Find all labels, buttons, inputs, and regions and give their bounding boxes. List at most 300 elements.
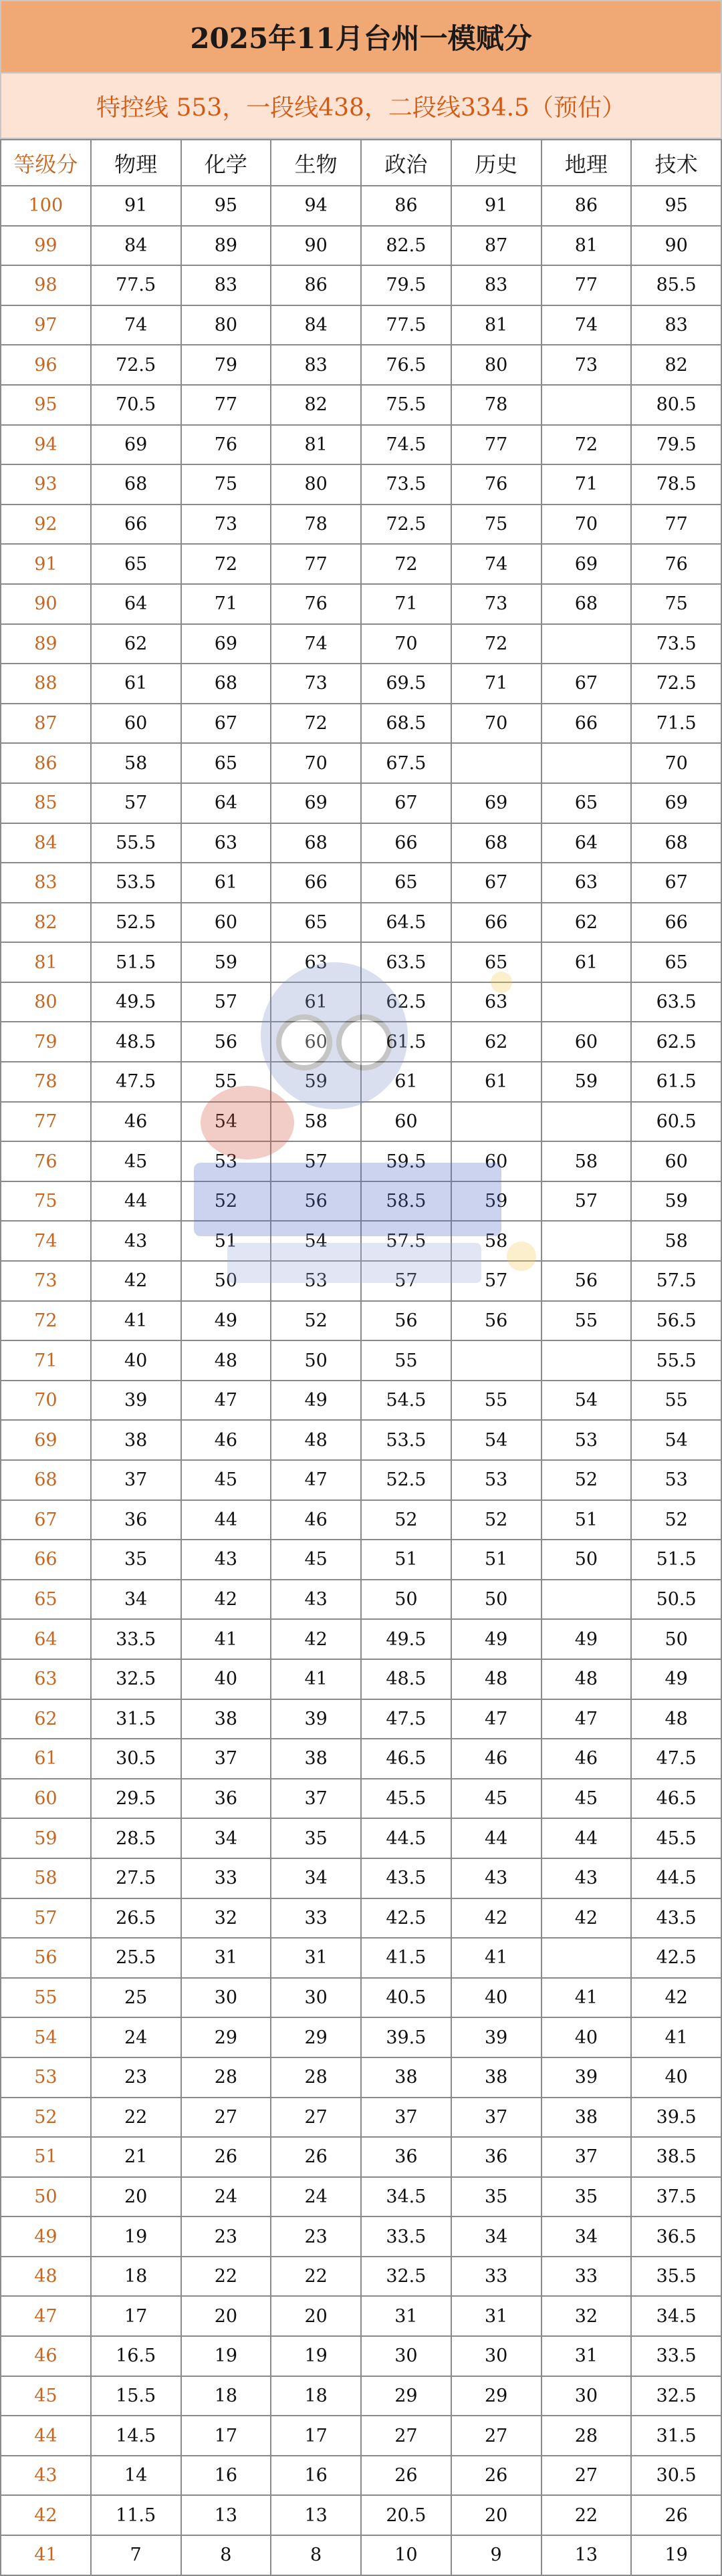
score-cell: 64: [91, 584, 181, 624]
table-row: [1, 1818, 721, 1858]
score-cell: 72.5: [361, 505, 451, 545]
score-cell: 34.5: [631, 2296, 721, 2336]
score-cell: 37: [451, 2098, 542, 2138]
score-cell: 31: [361, 2296, 451, 2336]
score-cell: 27: [451, 2416, 542, 2456]
grade-cell: 66: [1, 1540, 91, 1580]
score-cell: 49.5: [361, 1619, 451, 1659]
score-cell: 51: [181, 1221, 271, 1261]
grade-cell: 41: [1, 2535, 91, 2575]
score-cell: 71: [181, 584, 271, 624]
grade-cell: 57: [1, 1898, 91, 1939]
score-cell: 67: [181, 704, 271, 744]
grade-cell: 88: [1, 664, 91, 704]
table-row: [1, 1102, 721, 1142]
grade-cell: 76: [1, 1141, 91, 1181]
grade-cell: 59: [1, 1818, 91, 1858]
score-cell: 28.5: [91, 1818, 181, 1858]
table-row: [1, 1699, 721, 1739]
score-cell: 69: [181, 624, 271, 664]
score-cell: 19: [91, 2216, 181, 2257]
score-cell: 67: [361, 783, 451, 823]
table-row: [1, 823, 721, 863]
score-cell: 14: [91, 2456, 181, 2496]
score-cell: 37: [271, 1779, 361, 1819]
table-row: [1, 1301, 721, 1341]
table-row: [1, 1619, 721, 1659]
score-cell: 59: [631, 1181, 721, 1222]
score-cell: 43.5: [631, 1898, 721, 1939]
score-cell: 59: [542, 1062, 632, 1102]
table-row: [1, 2177, 721, 2217]
score-cell: 46.5: [361, 1739, 451, 1779]
table-row: [1, 2296, 721, 2336]
score-cell: 26.5: [91, 1898, 181, 1939]
score-cell: 24: [181, 2177, 271, 2217]
score-cell: 62: [451, 1022, 542, 1062]
score-cell: 73: [181, 505, 271, 545]
score-cell: 86: [542, 186, 632, 226]
score-cell: 30.5: [91, 1739, 181, 1779]
score-cell: 31.5: [631, 2416, 721, 2456]
score-cell: 61: [542, 942, 632, 982]
score-cell: 65: [451, 942, 542, 982]
score-cell: 63: [271, 942, 361, 982]
score-cell: 8: [271, 2535, 361, 2575]
score-cell: 30: [451, 2336, 542, 2376]
score-cell: 53: [542, 1420, 632, 1460]
score-cell: 37.5: [631, 2177, 721, 2217]
grade-cell: 50: [1, 2177, 91, 2217]
score-cell: 84: [271, 305, 361, 345]
score-cell: 36: [91, 1500, 181, 1540]
score-cell: 59.5: [361, 1141, 451, 1181]
table-row: [1, 942, 721, 982]
score-cell: 95: [631, 186, 721, 226]
score-cell: 79.5: [361, 265, 451, 305]
score-cell: 54: [181, 1102, 271, 1142]
score-cell: 78: [451, 385, 542, 425]
score-cell: 83: [631, 305, 721, 345]
score-cell: 67: [631, 863, 721, 903]
grade-cell: 96: [1, 345, 91, 385]
score-cell: 89: [181, 226, 271, 266]
score-cell: 32.5: [361, 2257, 451, 2297]
score-cell: 60.5: [631, 1102, 721, 1142]
score-cell: 46: [451, 1739, 542, 1779]
header-subject: 政治: [361, 140, 451, 186]
score-cell: 70: [542, 505, 632, 545]
score-cell: 74: [542, 305, 632, 345]
table-row: [1, 783, 721, 823]
grade-cell: 42: [1, 2495, 91, 2535]
score-cell: 39: [271, 1699, 361, 1739]
score-cell: 68: [181, 664, 271, 704]
score-cell: 67.5: [361, 743, 451, 783]
score-cell: 20: [451, 2495, 542, 2535]
score-cell: 80: [271, 464, 361, 505]
score-cell: 30: [181, 1978, 271, 2018]
score-cell: 53: [451, 1460, 542, 1500]
grade-cell: 99: [1, 226, 91, 266]
score-cell: 30: [361, 2336, 451, 2376]
grade-cell: 54: [1, 2017, 91, 2057]
score-cell: 37: [181, 1739, 271, 1779]
table-row: [1, 1460, 721, 1500]
score-cell: 69.5: [361, 664, 451, 704]
score-cell: 33: [451, 2257, 542, 2297]
score-cell: [451, 1340, 542, 1381]
grade-cell: 61: [1, 1739, 91, 1779]
grade-cell: 55: [1, 1978, 91, 2018]
cutoff-subtitle: 特控线 553，一段线438，二段线334.5（预估）: [0, 74, 722, 139]
score-cell: 50: [271, 1340, 361, 1381]
score-cell: 33: [542, 2257, 632, 2297]
score-cell: 55: [451, 1381, 542, 1421]
score-cell: 29: [451, 2376, 542, 2416]
score-cell: 13: [181, 2495, 271, 2535]
score-cell: 77: [451, 425, 542, 465]
table-row: [1, 2257, 721, 2297]
table-row: [1, 1898, 721, 1939]
score-cell: 51.5: [91, 942, 181, 982]
grade-cell: 68: [1, 1460, 91, 1500]
score-cell: 31: [271, 1938, 361, 1978]
score-cell: 33.5: [91, 1619, 181, 1659]
grade-cell: 81: [1, 942, 91, 982]
score-cell: 28: [271, 2057, 361, 2098]
score-cell: 23: [271, 2216, 361, 2257]
score-cell: 91: [91, 186, 181, 226]
score-cell: 66: [271, 863, 361, 903]
grade-cell: 46: [1, 2336, 91, 2376]
grade-cell: 79: [1, 1022, 91, 1062]
score-cell: 62.5: [631, 1022, 721, 1062]
score-cell: 49: [181, 1301, 271, 1341]
grade-cell: 98: [1, 265, 91, 305]
score-cell: 60: [181, 903, 271, 943]
table-row: [1, 1500, 721, 1540]
score-cell: 27: [361, 2416, 451, 2456]
score-cell: 8: [181, 2535, 271, 2575]
score-cell: 33.5: [631, 2336, 721, 2376]
score-cell: 22: [271, 2257, 361, 2297]
score-cell: 13: [542, 2535, 632, 2575]
score-cell: 74.5: [361, 425, 451, 465]
score-cell: 79.5: [631, 425, 721, 465]
score-cell: 32.5: [91, 1659, 181, 1699]
score-cell: 42.5: [631, 1938, 721, 1978]
score-cell: 52: [542, 1460, 632, 1500]
score-cell: 51.5: [631, 1540, 721, 1580]
score-cell: 52: [631, 1500, 721, 1540]
score-cell: 7: [91, 2535, 181, 2575]
grade-cell: 53: [1, 2057, 91, 2098]
score-cell: 26: [181, 2137, 271, 2177]
table-row: [1, 1540, 721, 1580]
score-cell: 82: [271, 385, 361, 425]
grade-cell: 62: [1, 1699, 91, 1739]
grade-cell: 78: [1, 1062, 91, 1102]
table-row: [1, 345, 721, 385]
table-row: [1, 1659, 721, 1699]
score-cell: 56.5: [631, 1301, 721, 1341]
score-cell: 75: [631, 584, 721, 624]
table-row: [1, 1381, 721, 1421]
header-subject: 物理: [91, 140, 181, 186]
score-cell: [542, 1340, 632, 1381]
score-cell: 38: [91, 1420, 181, 1460]
score-cell: 60: [542, 1022, 632, 1062]
table-row: [1, 2098, 721, 2138]
score-cell: 65: [91, 544, 181, 584]
score-cell: 18: [181, 2376, 271, 2416]
score-cell: 34: [542, 2216, 632, 2257]
score-cell: 54: [631, 1420, 721, 1460]
score-cell: 26: [361, 2456, 451, 2496]
score-cell: 57.5: [631, 1261, 721, 1301]
score-cell: 41.5: [361, 1938, 451, 1978]
grade-cell: 95: [1, 385, 91, 425]
score-cell: 75: [451, 505, 542, 545]
score-cell: 57.5: [361, 1221, 451, 1261]
grade-cell: 69: [1, 1420, 91, 1460]
score-cell: 40: [91, 1340, 181, 1381]
grade-cell: 85: [1, 783, 91, 823]
score-cell: 80: [451, 345, 542, 385]
score-cell: 83: [181, 265, 271, 305]
score-cell: [542, 1102, 632, 1142]
score-cell: 56: [271, 1181, 361, 1222]
score-cell: 79: [181, 345, 271, 385]
table-row: [1, 2535, 721, 2575]
score-cell: 40.5: [361, 1978, 451, 2018]
score-cell: 38.5: [631, 2137, 721, 2177]
table-row: [1, 1261, 721, 1301]
score-cell: 31: [542, 2336, 632, 2376]
grade-cell: 100: [1, 186, 91, 226]
score-cell: 47: [271, 1460, 361, 1500]
score-cell: 46: [181, 1420, 271, 1460]
table-row: [1, 863, 721, 903]
score-cell: 76: [451, 464, 542, 505]
score-cell: 70: [361, 624, 451, 664]
header-subject: 历史: [451, 140, 542, 186]
score-cell: 35: [91, 1540, 181, 1580]
score-cell: 57: [181, 982, 271, 1022]
header-grade: 等级分: [1, 140, 91, 186]
score-cell: 39.5: [631, 2098, 721, 2138]
table-header-row: [1, 140, 721, 186]
page-title: 2025年11月台州一模赋分: [0, 0, 722, 74]
score-cell: 59: [451, 1181, 542, 1222]
score-cell: 20.5: [361, 2495, 451, 2535]
score-cell: 90: [631, 226, 721, 266]
score-cell: 65: [181, 743, 271, 783]
score-cell: 73: [451, 584, 542, 624]
score-cell: 34: [181, 1818, 271, 1858]
score-cell: 49: [451, 1619, 542, 1659]
score-cell: 47.5: [631, 1739, 721, 1779]
score-cell: 63: [181, 823, 271, 863]
score-cell: 19: [181, 2336, 271, 2376]
score-cell: 53: [181, 1141, 271, 1181]
score-cell: [542, 1580, 632, 1620]
score-cell: 52: [451, 1500, 542, 1540]
table-row: [1, 2017, 721, 2057]
score-cell: 22: [91, 2098, 181, 2138]
score-cell: 69: [271, 783, 361, 823]
grade-cell: 92: [1, 505, 91, 545]
score-cell: 49.5: [91, 982, 181, 1022]
score-cell: 73: [271, 664, 361, 704]
score-cell: 66: [361, 823, 451, 863]
table-row: [1, 1022, 721, 1062]
table-row: [1, 2456, 721, 2496]
score-cell: 81: [451, 305, 542, 345]
score-cell: 62: [542, 903, 632, 943]
score-cell: 38: [451, 2057, 542, 2098]
score-cell: 59: [181, 942, 271, 982]
score-cell: [542, 624, 632, 664]
score-cell: 38: [181, 1699, 271, 1739]
header-subject: 技术: [631, 140, 721, 186]
score-cell: 51: [542, 1500, 632, 1540]
grade-cell: 91: [1, 544, 91, 584]
score-cell: 17: [271, 2416, 361, 2456]
grade-cell: 82: [1, 903, 91, 943]
grade-cell: 71: [1, 1340, 91, 1381]
score-cell: 45.5: [361, 1779, 451, 1819]
score-cell: 39: [542, 2057, 632, 2098]
score-cell: 40: [451, 1978, 542, 2018]
header-subject: 化学: [181, 140, 271, 186]
grade-cell: 52: [1, 2098, 91, 2138]
score-cell: 44.5: [631, 1858, 721, 1898]
score-cell: 68: [451, 823, 542, 863]
score-cell: 66: [91, 505, 181, 545]
score-cell: 45: [542, 1779, 632, 1819]
table-row: [1, 1779, 721, 1819]
header-subject: 地理: [542, 140, 632, 186]
score-cell: 29.5: [91, 1779, 181, 1819]
score-cell: 20: [91, 2177, 181, 2217]
score-cell: 58: [451, 1221, 542, 1261]
score-cell: [542, 1938, 632, 1978]
score-cell: 38: [542, 2098, 632, 2138]
score-cell: 34: [451, 2216, 542, 2257]
score-cell: 46: [271, 1500, 361, 1540]
score-cell: 45: [91, 1141, 181, 1181]
table-row: [1, 385, 721, 425]
score-cell: 31: [181, 1938, 271, 1978]
table-row: [1, 1181, 721, 1222]
table-row: [1, 226, 721, 266]
score-cell: 34.5: [361, 2177, 451, 2217]
score-cell: 57: [271, 1141, 361, 1181]
score-cell: 46: [91, 1102, 181, 1142]
score-cell: 18: [271, 2376, 361, 2416]
table-row: [1, 664, 721, 704]
score-cell: 68: [542, 584, 632, 624]
score-cell: 53.5: [361, 1420, 451, 1460]
score-cell: 56: [542, 1261, 632, 1301]
grade-cell: 48: [1, 2257, 91, 2297]
grade-cell: 74: [1, 1221, 91, 1261]
score-cell: 35: [542, 2177, 632, 2217]
score-cell: 35.5: [631, 2257, 721, 2297]
score-cell: 77.5: [361, 305, 451, 345]
grade-cell: 64: [1, 1619, 91, 1659]
score-cell: 47.5: [361, 1699, 451, 1739]
score-cell: 44: [181, 1500, 271, 1540]
score-cell: 42: [91, 1261, 181, 1301]
score-cell: 87: [451, 226, 542, 266]
score-cell: 86: [361, 186, 451, 226]
score-cell: 54.5: [361, 1381, 451, 1421]
table-row: [1, 2057, 721, 2098]
score-cell: 58: [91, 743, 181, 783]
score-cell: 73.5: [361, 464, 451, 505]
score-cell: 70.5: [91, 385, 181, 425]
score-cell: 65: [271, 903, 361, 943]
table-row: [1, 1420, 721, 1460]
score-cell: 61: [91, 664, 181, 704]
score-cell: 77: [271, 544, 361, 584]
score-cell: 48: [631, 1699, 721, 1739]
score-cell: 72: [451, 624, 542, 664]
score-cell: 71: [361, 584, 451, 624]
score-cell: 56: [451, 1301, 542, 1341]
score-cell: 10: [361, 2535, 451, 2575]
score-cell: 36: [181, 1779, 271, 1819]
score-cell: 57: [451, 1261, 542, 1301]
table-row: [1, 2376, 721, 2416]
score-cell: 65: [631, 942, 721, 982]
score-cell: 19: [271, 2336, 361, 2376]
grade-cell: 77: [1, 1102, 91, 1142]
score-cell: 34: [271, 1858, 361, 1898]
score-cell: 16: [271, 2456, 361, 2496]
score-cell: 50: [361, 1580, 451, 1620]
score-cell: 95: [181, 186, 271, 226]
score-cell: 55: [631, 1381, 721, 1421]
score-cell: 82: [631, 345, 721, 385]
score-cell: 82.5: [361, 226, 451, 266]
score-cell: 43.5: [361, 1858, 451, 1898]
grade-cell: 43: [1, 2456, 91, 2496]
score-cell: 49: [271, 1381, 361, 1421]
score-cell: 60: [361, 1102, 451, 1142]
score-cell: 71.5: [631, 704, 721, 744]
score-cell: 43: [451, 1858, 542, 1898]
score-cell: 72.5: [631, 664, 721, 704]
score-cell: 60: [451, 1141, 542, 1181]
score-cell: 64: [181, 783, 271, 823]
grade-cell: 94: [1, 425, 91, 465]
grade-cell: 44: [1, 2416, 91, 2456]
score-cell: 37: [91, 1460, 181, 1500]
table-row: [1, 584, 721, 624]
score-cell: 47: [542, 1699, 632, 1739]
score-cell: 71: [451, 664, 542, 704]
score-cell: 23: [91, 2057, 181, 2098]
score-cell: 53: [631, 1460, 721, 1500]
table-row: [1, 704, 721, 744]
score-cell: 49: [542, 1619, 632, 1659]
score-cell: 63.5: [361, 942, 451, 982]
score-cell: 58.5: [361, 1181, 451, 1222]
